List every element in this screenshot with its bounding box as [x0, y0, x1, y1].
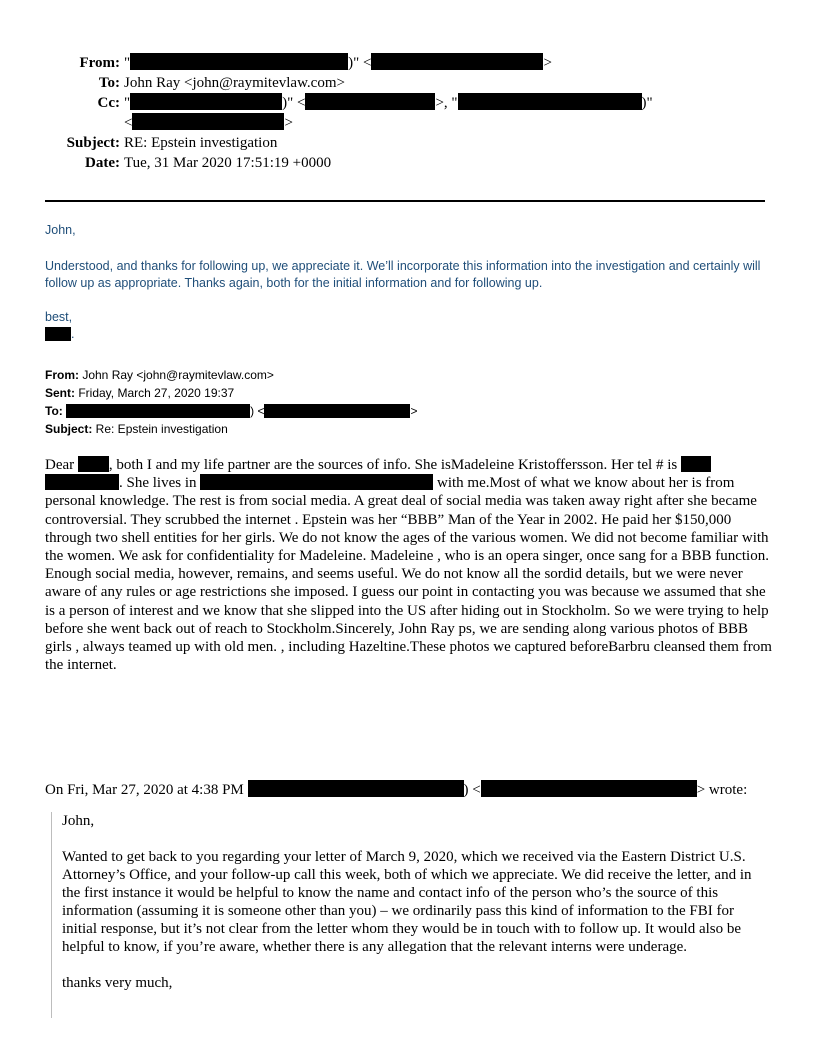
quote-open: ": [124, 55, 131, 71]
fwd-from-value: John Ray <john@raymitevlaw.com>: [79, 368, 274, 382]
fwd-subject: [45, 420, 417, 438]
redaction-block: [200, 474, 433, 490]
header-divider: [45, 200, 765, 202]
to-row: [45, 73, 653, 93]
fwd-from: [45, 366, 417, 384]
fwd-to-label: To:: [45, 404, 63, 418]
from-end: >: [543, 55, 552, 71]
from-row: [45, 53, 653, 73]
from-label: From:: [79, 55, 120, 71]
quoted-message: [51, 812, 771, 1018]
redaction-block: [45, 474, 119, 490]
reply-greeting: John,: [45, 223, 76, 237]
redaction-block: [681, 456, 711, 472]
cc-line2-open: <: [124, 115, 133, 131]
cc-open: ": [124, 95, 131, 111]
redaction-block: [264, 404, 410, 418]
redaction-block: [248, 780, 464, 797]
redaction-block: [78, 456, 109, 472]
letter-text: , both I and my life partner are the sources of info. She isMadeleine Kristoffersson. Her tel # is: [108, 457, 681, 473]
reply-closing: best,: [45, 310, 73, 324]
email-header: [45, 53, 653, 173]
from-value: [124, 53, 552, 73]
fwd-sent: [45, 384, 417, 402]
reply-signature: [45, 326, 775, 343]
date-value: Tue, 31 Mar 2020 17:51:19 +0000: [124, 155, 332, 171]
cc-line2-close: >: [284, 115, 293, 131]
fwd-subject-value: Re: Epstein investigation: [92, 422, 228, 436]
wrote-suffix: > wrote:: [696, 782, 748, 798]
letter-text: . She lives in: [119, 475, 201, 492]
reply-message: [45, 222, 775, 343]
fwd-sent-label: Sent:: [45, 386, 75, 400]
to-value[interactable]: John Ray <john@raymitevlaw.com>: [124, 75, 345, 91]
redaction-block: [305, 93, 435, 110]
letter-text: with me.Most of what we know about her is from personal knowledge. The rest is from social media. A great deal of social media was taken away right after she became controversial. They scrubbed the internet . Epstein was her “BBB” Man of the Year in 2002. He paid her $150,000 through two shell entities for her girls. We do not know the ages of the various women. We did not become familiar with the women. We ask for confidentiality for Madeleine. Madeleine , who is an opera singer, once sang for a BBB function. Enough social media, however, remains, and seems useful. We do not know all the sordid details, but we were never aware of any rules or age restrictions she imposed. I guess our point in contacting you was because we assumed that she is a person of interest and we know that she slipped into the US after hiding out in Stockholm. So we were trying to help before she went back out of reach to Stockholm.Sincerely, John Ray ps, we are sending along various photos of BBB girls , always teamed up with old men. , including Hazeltine.These photos we captured beforeBarbru cleansed them from the internet.: [45, 475, 772, 674]
cc-row: [45, 93, 653, 113]
fwd-to-sep: ) <: [250, 404, 265, 418]
redaction-block: [481, 780, 697, 797]
redaction-block: [458, 93, 642, 110]
forward-header: [45, 366, 417, 438]
redaction-block: [371, 53, 543, 70]
fwd-to-end: >: [410, 404, 418, 418]
subject-value: RE: Epstein investigation: [124, 135, 278, 151]
date-row: [45, 153, 653, 173]
cc-sep: )": [641, 95, 653, 111]
from-sep: )" <: [348, 55, 372, 71]
redaction-block: [130, 53, 348, 70]
redaction-block: [130, 93, 282, 110]
fwd-subject-label: Subject:: [45, 422, 93, 436]
date-label: Date:: [85, 155, 120, 171]
cc-label: Cc:: [97, 95, 120, 111]
sig-suffix: .: [71, 327, 75, 341]
fwd-to: [45, 402, 417, 420]
letter-text: Dear: [45, 457, 78, 473]
fwd-from-label: From:: [45, 368, 79, 382]
reply-body: Understood, and thanks for following up, we appreciate it. We’ll incorporate this information into the investigation and certainly will follow up as appropriate. Thanks again, both for the initial information and for following up.: [45, 259, 761, 290]
wrote-prefix: On Fri, Mar 27, 2020 at 4:38 PM: [45, 782, 248, 798]
letter-paragraph: [45, 456, 773, 674]
to-label: To:: [98, 75, 120, 91]
cc-sep: )" <: [282, 95, 306, 111]
cc-sep: >, ": [435, 95, 458, 111]
redaction-block: [45, 327, 71, 341]
letter-body: [45, 456, 773, 674]
redaction-block: [132, 113, 284, 130]
fwd-sent-value: Friday, March 27, 2020 19:37: [75, 386, 235, 400]
subject-label: Subject:: [66, 135, 120, 151]
quote-body: Wanted to get back to you regarding your letter of March 9, 2020, which we received via the Eastern District U.S. Attorney’s Office, and your follow-up call this week, both of which we appreciate. We did receive the letter, and in the first instance it would be helpful to know the name and contact info of the person who’s the source of this information (assuming it is someone other than you) – we ordinarily pass this kind of information to the FBI for initial response, but it’s not clear from the letter whom they would be in touch with to follow up. It would also be helpful to know, if you’re aware, whether there is any allegation that the relevant interns were underage.: [62, 849, 752, 955]
quote-attribution: [45, 780, 747, 799]
quote-greeting: John,: [62, 813, 95, 829]
cc-row-2: [45, 113, 653, 133]
wrote-sep: ) <: [463, 782, 481, 798]
quote-closing: thanks very much,: [62, 975, 173, 991]
subject-row: [45, 133, 653, 153]
redaction-block: [66, 404, 250, 418]
cc-value: [124, 93, 653, 113]
